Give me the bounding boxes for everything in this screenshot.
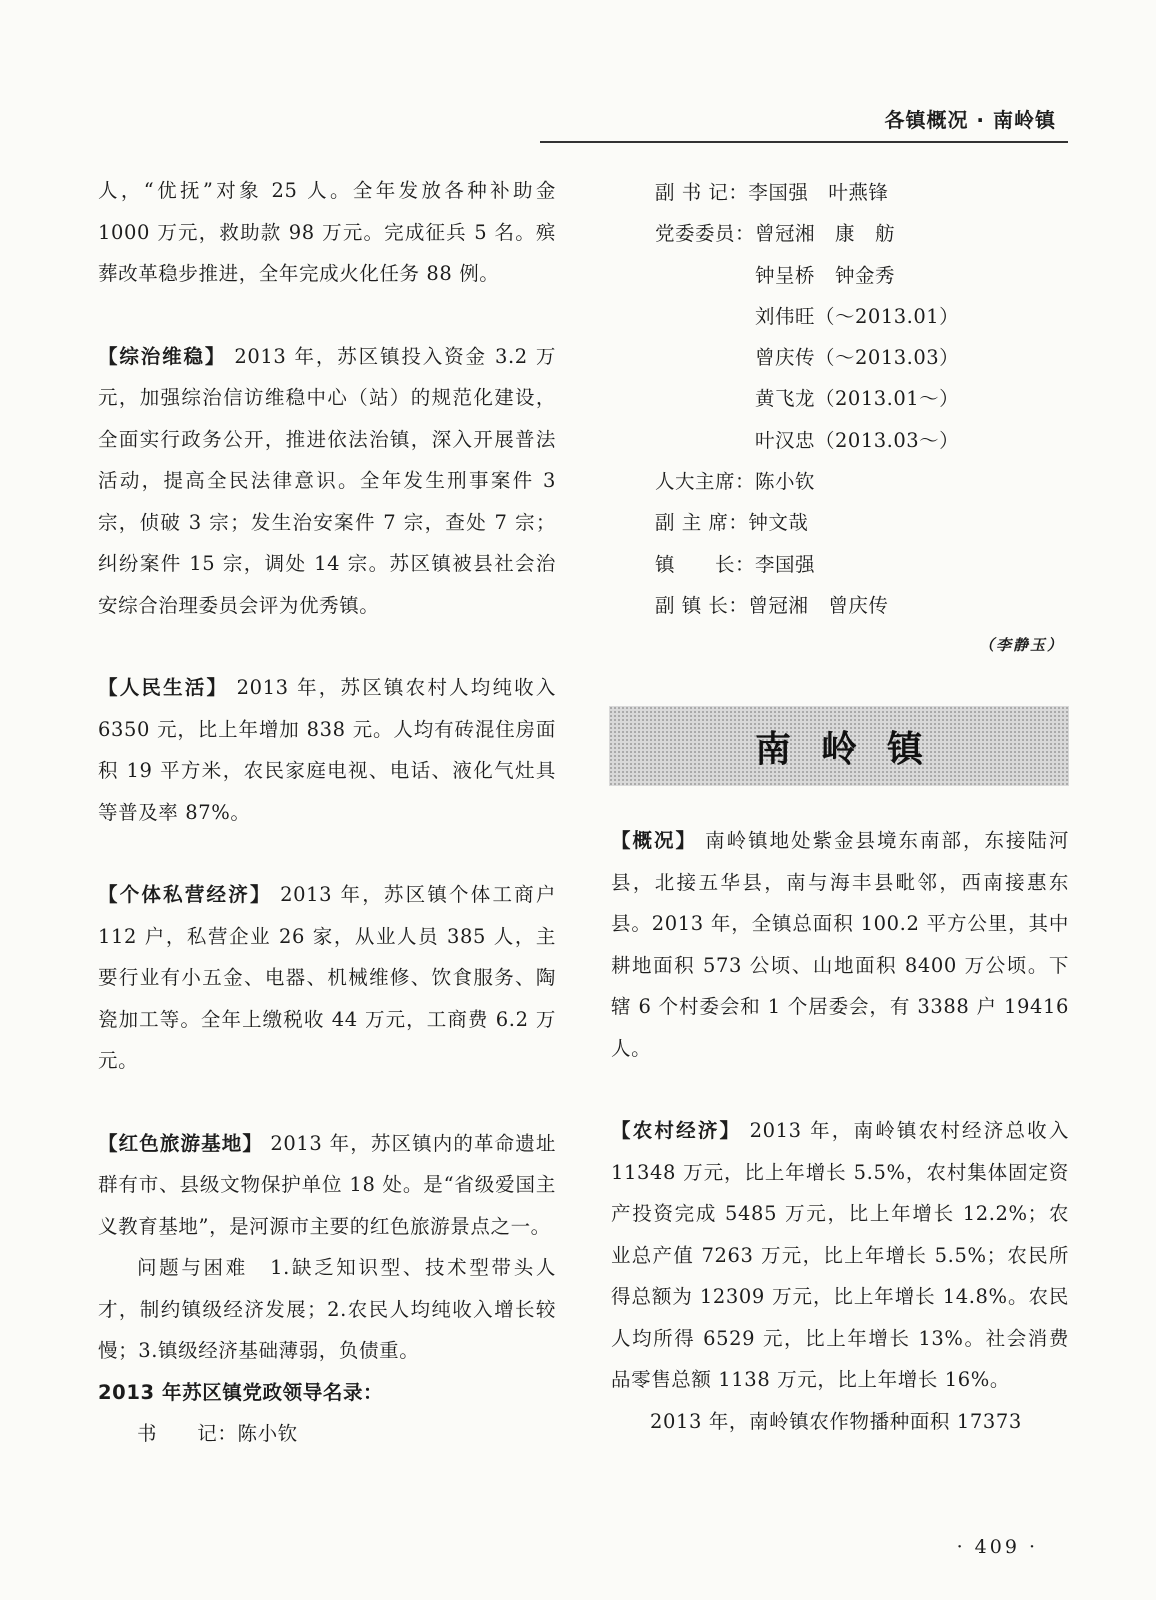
paragraph-text: 2013 年，苏区镇投入资金 3.2 万元，加强综治信访维稳中心（站）的规范化建设，全面实行政务公开，推进依法治镇，深入开展普法活动，提高全民法律意识。全年发生刑事案件 3 宗，侦破 3 宗；发生治安案件 7 宗，查处 7 宗；纠纷案件 15 宗，调处 14 宗。苏区镇被县社会治安综合治理委员会评为优秀镇。 <box>98 344 556 617</box>
paragraph-private-economy <box>98 874 556 1082</box>
section-tag: 【人民生活】 <box>98 676 229 699</box>
paragraph-problems: 问题与困难 1.缺乏知识型、技术型带头人才，制约镇级经济发展；2.农民人均纯收入增长较慢；3.镇级经济基础薄弱，负债重。 <box>98 1256 556 1362</box>
section-banner <box>609 706 1069 786</box>
roster-row: 人大主席：陈小钦 <box>655 470 816 494</box>
paragraph-overview <box>611 820 1069 1069</box>
paragraph-rural-economy <box>611 1110 1069 1401</box>
roster-row: 刘伟旺（～2013.01） <box>655 304 960 328</box>
paragraph-crops: 2013 年，南岭镇农作物播种面积 17373 <box>650 1409 1022 1433</box>
roster-row: 副 书 记：李国强 叶燕锋 <box>655 181 889 204</box>
paragraph-red-tourism <box>98 1123 556 1248</box>
roster-row: 镇 长：李国强 <box>655 552 816 576</box>
roster-row: 副 镇 长：曾冠湘 曾庆传 <box>655 593 889 617</box>
paragraph-living <box>98 667 556 833</box>
paragraph-continued: 人，“优抚”对象 25 人。全年发放各种补助金 1000 万元，救助款 98 万元。完成征兵 5 名。殡葬改革稳步推进，全年完成火化任务 88 例。 <box>98 179 556 285</box>
paragraph-social-stability <box>98 336 556 627</box>
roster-row: 党委委员：曾冠湘 康 舫 <box>655 222 896 246</box>
paragraph-text: 2013 年，苏区镇农村人均纯收入 6350 元，比上年增加 838 元。人均有砖混住房面积 19 平方米，农民家庭电视、电话、液化气灶具等普及率 87%。 <box>98 676 556 824</box>
roster-row: 副 主 席：钟文哉 <box>655 511 809 535</box>
paragraph-text: 2013 年，苏区镇内的革命遗址群有市、县级文物保护单位 18 处。是“省级爱国主义教育基地”，是河源市主要的红色旅游景点之一。 <box>98 1131 556 1238</box>
page-header-title: 各镇概况 · 南岭镇 <box>884 108 1056 132</box>
section-tag: 【概况】 <box>611 829 697 852</box>
section-title: 南岭镇 <box>754 728 953 770</box>
leadership-heading: 2013 年苏区镇党政领导名录： <box>98 1380 384 1404</box>
left-column <box>98 170 556 1455</box>
leadership-secretary: 书 记：陈小钦 <box>137 1422 298 1445</box>
roster-row: 曾庆传（～2013.03） <box>655 346 960 370</box>
leadership-roster <box>655 172 959 626</box>
right-column <box>611 820 1069 1442</box>
section-tag: 【红色旅游基地】 <box>98 1131 263 1155</box>
paragraph-text: 2013 年，苏区镇个体工商户 112 户，私营企业 26 家，从业人员 385 人，主要行业有小五金、电器、机械维修、饮食服务、陶瓷加工等。全年上缴税收 44 万元，工商费 6.2 万元。 <box>98 883 556 1072</box>
roster-row: 黄飞龙（2013.01～） <box>655 387 960 411</box>
paragraph-text: 2013 年，南岭镇农村经济总收入 11348 万元，比上年增长 5.5%，农村集体固定资产投资完成 5485 万元，比上年增长 12.2%；农业总产值 7263 万元，比上年增长 5.5%；农民所得总额为 12309 万元，比上年增长 14.8%。农民人均所得 6529 元，比上年增长 13%。社会消费品零售总额 1138 万元，比上年增长 16%。 <box>611 1119 1069 1391</box>
header-rule <box>540 141 1068 143</box>
page-number: · 409 · <box>956 1536 1038 1558</box>
section-tag: 【农村经济】 <box>611 1119 742 1142</box>
section-tag: 【个体私营经济】 <box>98 883 272 906</box>
roster-row: 钟呈桥 钟金秀 <box>655 263 896 287</box>
paragraph-text: 南岭镇地处紫金县境东南部，东接陆河县，北接五华县，南与海丰县毗邻，西南接惠东县。2013 年，全镇总面积 100.2 平方公里，其中耕地面积 573 公顷、山地面积 8400 万公顷。下辖 6 个村委会和 1 个居委会，有 3388 户 19416 人。 <box>611 829 1069 1060</box>
roster-row: 叶汉忠（2013.03～） <box>655 428 960 452</box>
author-credit: （李静玉） <box>978 636 1064 654</box>
section-tag: 【综治维稳】 <box>98 344 227 368</box>
